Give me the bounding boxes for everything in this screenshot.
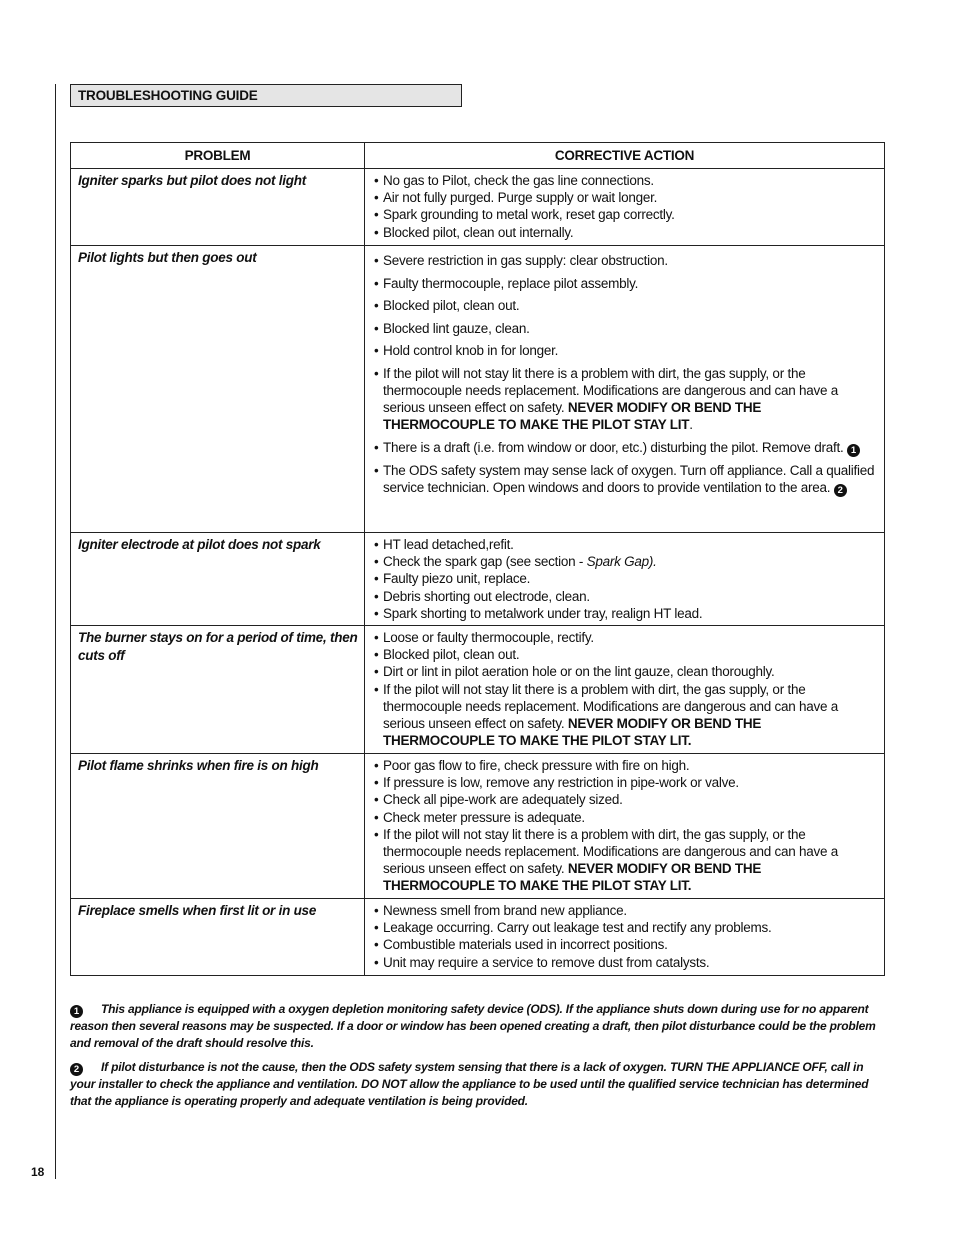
action-cell	[365, 754, 885, 899]
list-item: • Blocked lint gauze, clean.	[374, 320, 876, 337]
table-row	[71, 169, 885, 246]
list-item	[374, 439, 876, 457]
action-cell	[365, 533, 885, 626]
action-list	[374, 629, 876, 749]
list-item: • Newness smell from brand new appliance.	[374, 902, 876, 919]
action-list	[374, 252, 876, 497]
list-item: • Faulty thermocouple, replace pilot assembly.	[374, 275, 876, 292]
action-list	[374, 536, 876, 622]
list-item-text: The ODS safety system may sense lack of oxygen. Turn off appliance. Call a qualified service technician. Open windows and doors to provide ventilation to the area.	[383, 462, 875, 496]
action-list	[374, 172, 876, 241]
list-item: • Loose or faulty thermocouple, rectify.	[374, 629, 876, 646]
problem-column-header: PROBLEM	[71, 143, 365, 169]
list-item: • Check meter pressure is adequate.	[374, 809, 876, 826]
list-item-text: If the pilot will not stay lit there is a problem with dirt, the gas supply, or the thermocouple needs replacement. Modifications are dangerous and can have a serious unseen effect on safety.	[383, 365, 839, 415]
action-cell	[365, 626, 885, 754]
action-cell	[365, 899, 885, 976]
section-title: TROUBLESHOOTING GUIDE	[70, 84, 462, 107]
footnote-1	[70, 1001, 885, 1053]
list-item: • HT lead detached,refit.	[374, 536, 876, 553]
list-item: • No gas to Pilot, check the gas line connections.	[374, 172, 876, 189]
action-cell	[365, 246, 885, 533]
note-marker-2-icon: 2	[834, 484, 847, 497]
spark-gap-reference: Spark Gap).	[586, 554, 657, 570]
problem-cell: Fireplace smells when first lit or in use	[71, 899, 365, 976]
list-item	[374, 681, 876, 750]
safety-warning: NEVER MODIFY OR BEND THE THERMOCOUPLE TO MAKE THE PILOT STAY LIT.	[383, 861, 762, 894]
list-item	[374, 553, 876, 570]
problem-cell: Pilot lights but then goes out	[71, 246, 365, 533]
action-list	[374, 757, 876, 895]
note-marker-2-icon: 2	[70, 1063, 83, 1076]
action-list	[374, 902, 876, 971]
list-item: • Blocked pilot, clean out internally.	[374, 224, 876, 241]
problem-cell: Pilot flame shrinks when fire is on high	[71, 754, 365, 899]
list-item-text: Check the spark gap (see section -	[383, 554, 587, 570]
footnote-2	[70, 1059, 885, 1111]
list-item: • Spark shorting to metalwork under tray, realign HT lead.	[374, 605, 876, 622]
list-item: • If pressure is low, remove any restriction in pipe-work or valve.	[374, 774, 876, 791]
footnote-text: If pilot disturbance is not the cause, then the ODS safety system sensing that there is a lack of oxygen. TURN THE APPLIANCE OFF, call in your installer to check the appliance and ventilation. DO NOT allow the appliance to be used until the qualified service technician has determined that the appliance is operating properly and adequate ventilation is being provided.	[70, 1060, 869, 1109]
list-item-text: There is a draft (i.e. from window or door, etc.) disturbing the pilot. Remove draft.	[383, 439, 847, 455]
left-margin-rule	[55, 84, 56, 1179]
table-header-row	[71, 143, 885, 169]
note-marker-1-icon: 1	[847, 444, 860, 457]
table-row	[71, 899, 885, 976]
warning-end: .	[689, 417, 693, 433]
list-item-text: If the pilot will not stay lit there is a problem with dirt, the gas supply, or the thermocouple needs replacement. Modifications are dangerous and can have a serious unseen effect on safety.	[383, 681, 839, 732]
list-item-text: If the pilot will not stay lit there is a problem with dirt, the gas supply, or the thermocouple needs replacement. Modifications are dangerous and can have a serious unseen effect on safety.	[383, 826, 839, 877]
list-item: • Combustible materials used in incorrect positions.	[374, 936, 876, 953]
list-item: • Dirt or lint in pilot aeration hole or on the lint gauze, clean thoroughly.	[374, 663, 876, 680]
list-item: • Debris shorting out electrode, clean.	[374, 588, 876, 605]
list-item: • Air not fully purged. Purge supply or wait longer.	[374, 189, 876, 206]
list-item: • Unit may require a service to remove dust from catalysts.	[374, 954, 876, 971]
troubleshooting-table	[70, 142, 885, 976]
list-item: • Leakage occurring. Carry out leakage test and rectify any problems.	[374, 919, 876, 936]
list-item: • Hold control knob in for longer.	[374, 342, 876, 359]
page-number: 18	[31, 1165, 45, 1179]
list-item: • Blocked pilot, clean out.	[374, 297, 876, 314]
problem-cell: Igniter electrode at pilot does not spark	[71, 533, 365, 626]
problem-cell: The burner stays on for a period of time, then cuts off	[71, 626, 365, 754]
list-item: • Poor gas flow to fire, check pressure with fire on high.	[374, 757, 876, 774]
list-item	[374, 826, 876, 895]
footnote-text: This appliance is equipped with a oxygen depletion monitoring safety device (ODS). If the appliance shuts down during use for no apparent reason then several reasons may be suspected. If a door or window has been opened creating a draft, then pilot disturbance could be the problem and removal of the draft should resolve this.	[70, 1002, 876, 1051]
list-item: • Spark grounding to metal work, reset gap correctly.	[374, 206, 876, 223]
list-item	[374, 462, 876, 497]
table-row	[71, 626, 885, 754]
safety-warning: NEVER MODIFY OR BEND THE THERMOCOUPLE TO MAKE THE PILOT STAY LIT.	[383, 716, 762, 749]
table-row	[71, 754, 885, 899]
problem-cell: Igniter sparks but pilot does not light	[71, 169, 365, 246]
table-row	[71, 246, 885, 533]
list-item: • Severe restriction in gas supply: clear obstruction.	[374, 252, 876, 269]
list-item: • Faulty piezo unit, replace.	[374, 570, 876, 587]
note-marker-1-icon: 1	[70, 1005, 83, 1018]
action-cell	[365, 169, 885, 246]
list-item	[374, 365, 876, 434]
table-row	[71, 533, 885, 626]
safety-warning: NEVER MODIFY OR BEND THE THERMOCOUPLE TO MAKE THE PILOT STAY LIT	[383, 399, 762, 433]
corrective-action-column-header: CORRECTIVE ACTION	[365, 143, 885, 169]
list-item: • Check all pipe-work are adequately sized.	[374, 791, 876, 808]
list-item: • Blocked pilot, clean out.	[374, 646, 876, 663]
